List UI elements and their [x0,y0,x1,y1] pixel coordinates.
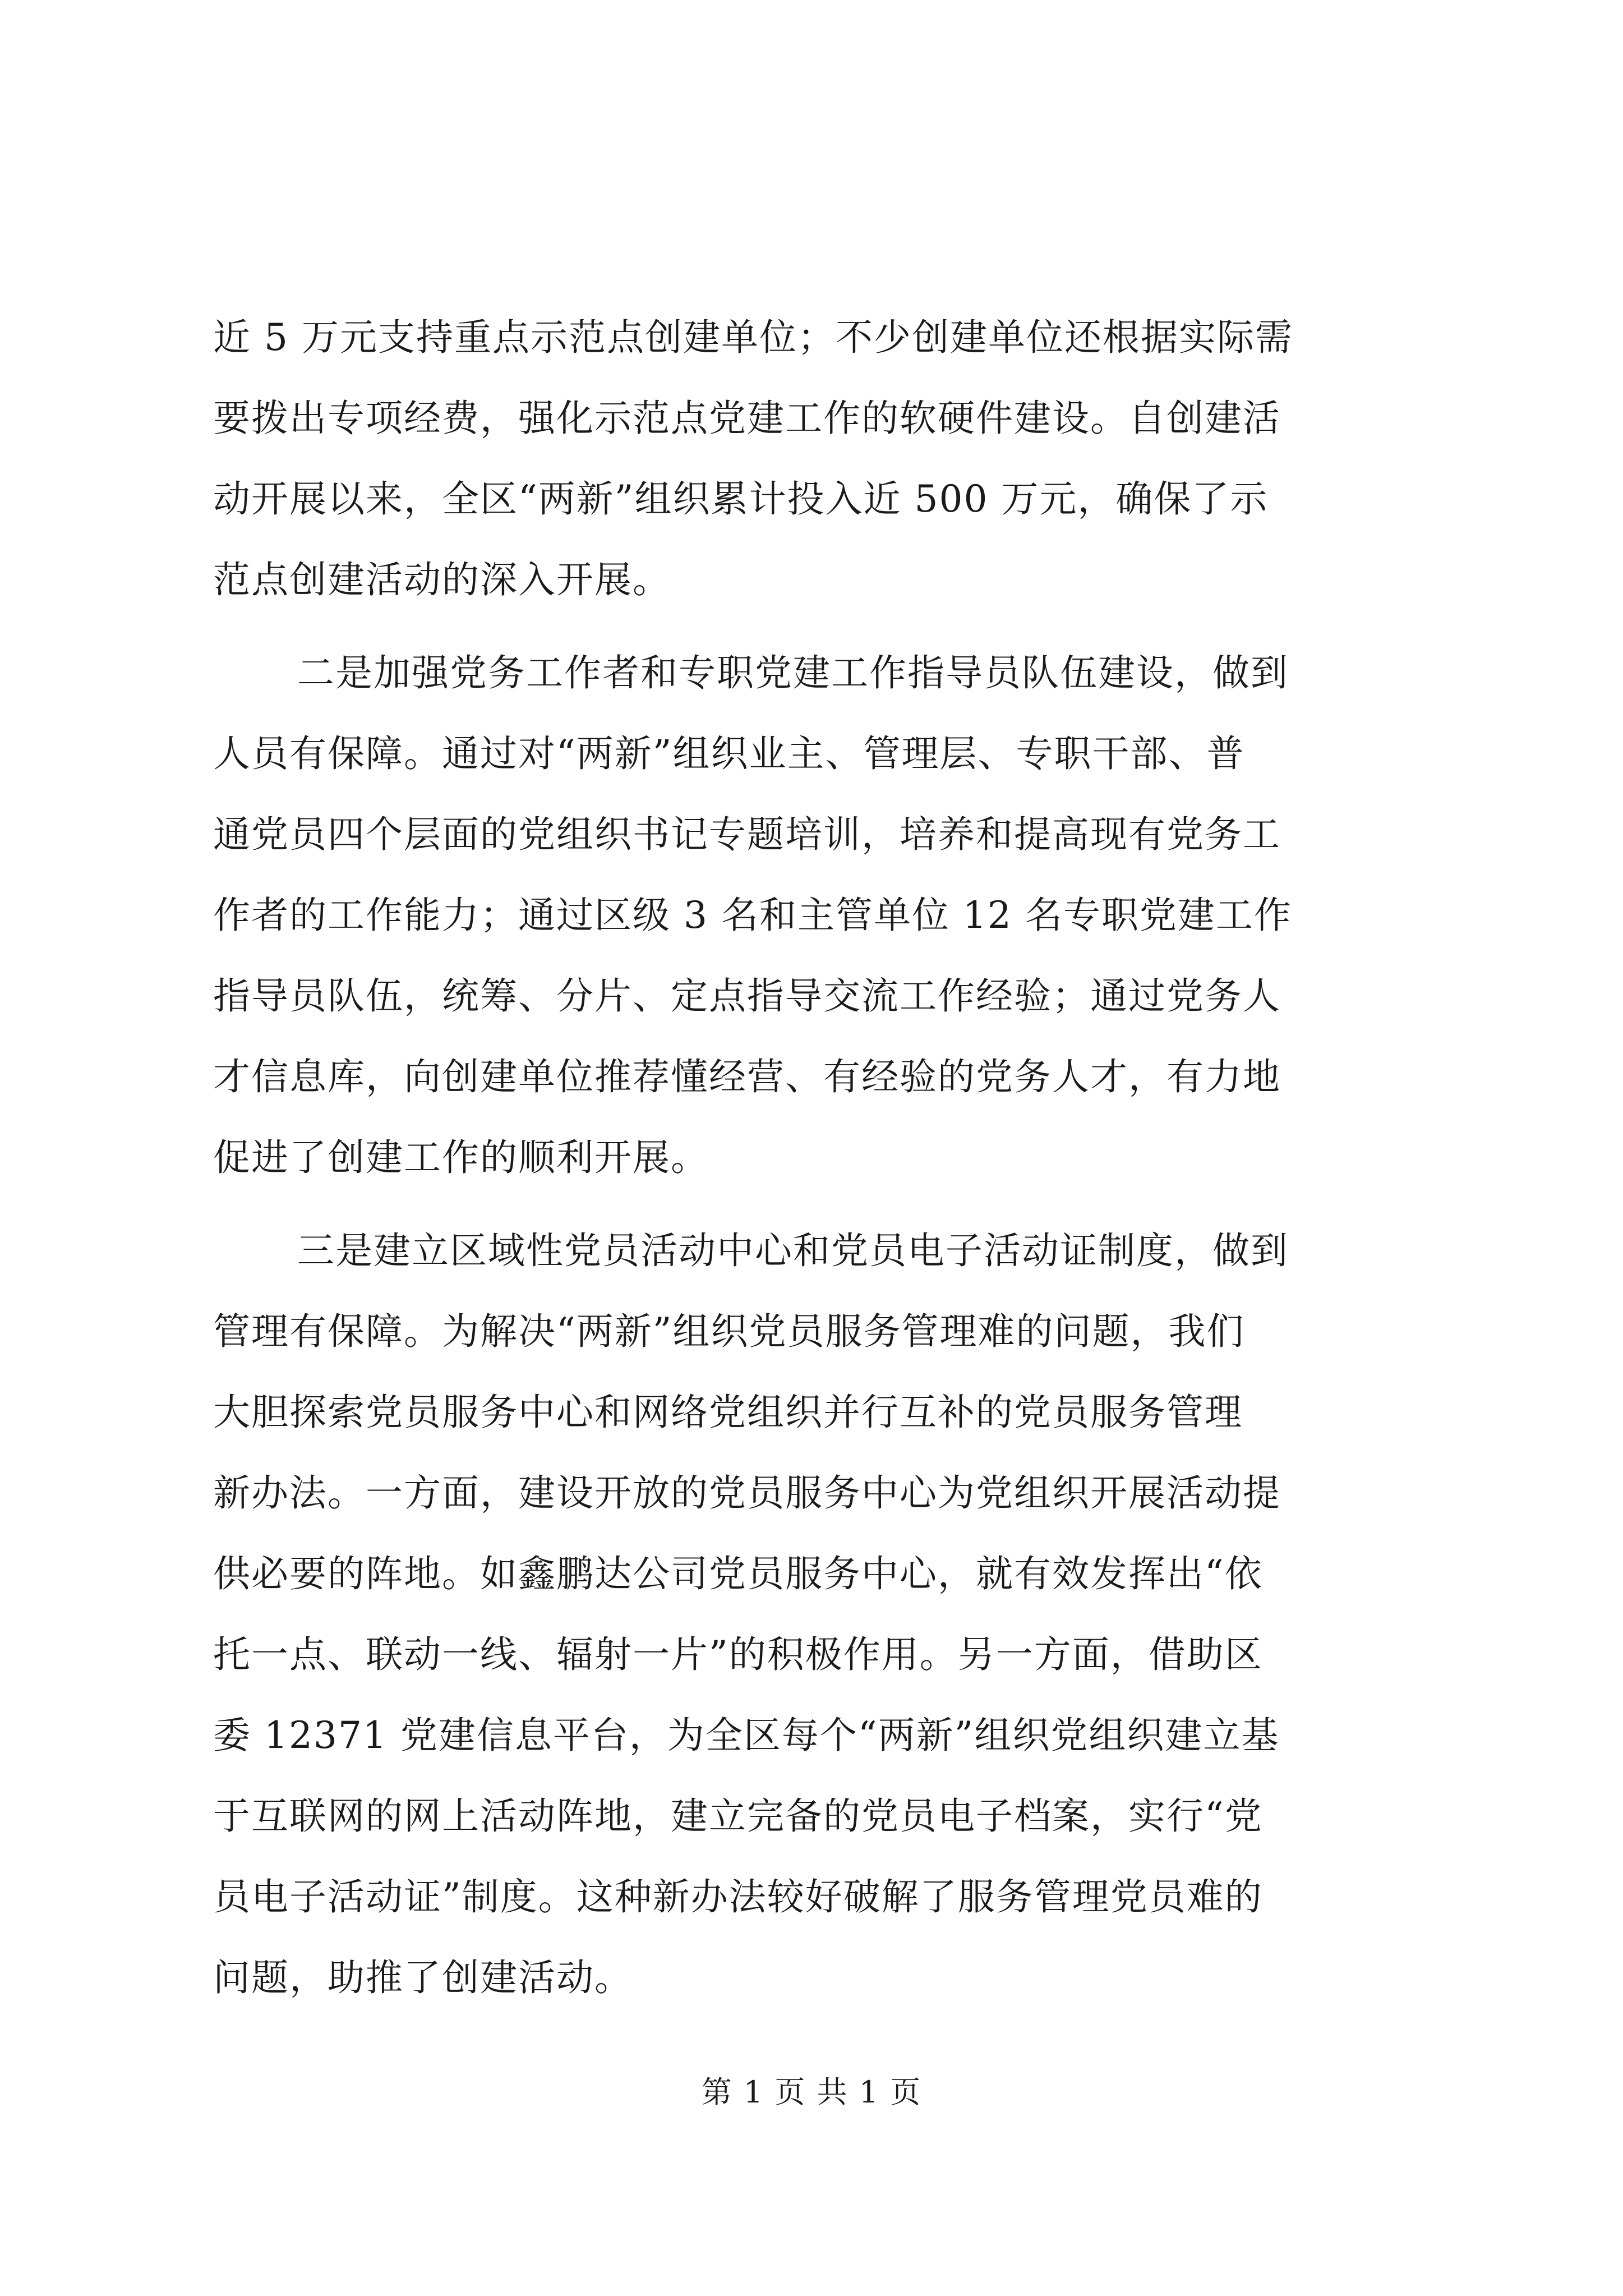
text-line: 指导员队伍，统筹、分片、定点指导交流工作经验；通过党务人 [213,974,1281,1018]
text-line: 供必要的阵地。如鑫鹏达公司党员服务中心，就有效发挥出“依 [213,1552,1263,1595]
text-line: 托一点、联动一线、辐射一片”的积极作用。另一方面，借助区 [213,1633,1263,1676]
text-line: 通党员四个层面的党组织书记专题培训，培养和提高现有党务工 [213,813,1281,856]
paragraph-2 [213,633,1413,1198]
text-line: 二是加强党务工作者和专职党建工作指导员队伍建设，做到 [297,651,1289,694]
text-line: 新办法。一方面，建设开放的党员服务中心为党组织开展活动提 [213,1471,1281,1515]
text-line: 员电子活动证”制度。这种新办法较好破解了服务管理党员难的 [213,1875,1263,1918]
text-line: 促进了创建工作的顺利开展。 [213,1136,709,1179]
page-footer [0,2070,1623,2115]
paragraph-1 [213,297,1413,620]
text-line: 人员有保障。通过对“两新”组织业主、管理层、专职干部、普 [213,732,1245,775]
text-line: 动开展以来，全区“两新”组织累计投入近 500 万元，确保了示 [213,477,1269,521]
text-line: 管理有保障。为解决“两新”组织党员服务管理难的问题，我们 [213,1310,1245,1353]
text-line: 作者的工作能力；通过区级 3 名和主管单位 12 名专职党建工作 [213,894,1292,937]
page-number-label: 第 1 页 共 1 页 [701,2074,922,2110]
text-line: 近 5 万元支持重点示范点创建单位；不少创建单位还根据实际需 [213,316,1293,359]
document-body [213,297,1413,2018]
text-line: 委 12371 党建信息平台，为全区每个“两新”组织党组织建立基 [213,1714,1280,1757]
text-line: 要拨出专项经费，强化示范点党建工作的软硬件建设。自创建活 [213,397,1281,440]
paragraph-3 [213,1211,1413,2018]
text-line: 才信息库，向创建单位推荐懂经营、有经验的党务人才，有力地 [213,1055,1281,1098]
text-line: 问题，助推了创建活动。 [213,1956,633,1999]
text-line: 于互联网的网上活动阵地，建立完备的党员电子档案，实行“党 [213,1795,1263,1838]
text-line: 大胆探索党员服务中心和网络党组织并行互补的党员服务管理 [213,1391,1243,1434]
text-line: 范点创建活动的深入开展。 [213,558,671,601]
text-line: 三是建立区域性党员活动中心和党员电子活动证制度，做到 [297,1229,1289,1272]
